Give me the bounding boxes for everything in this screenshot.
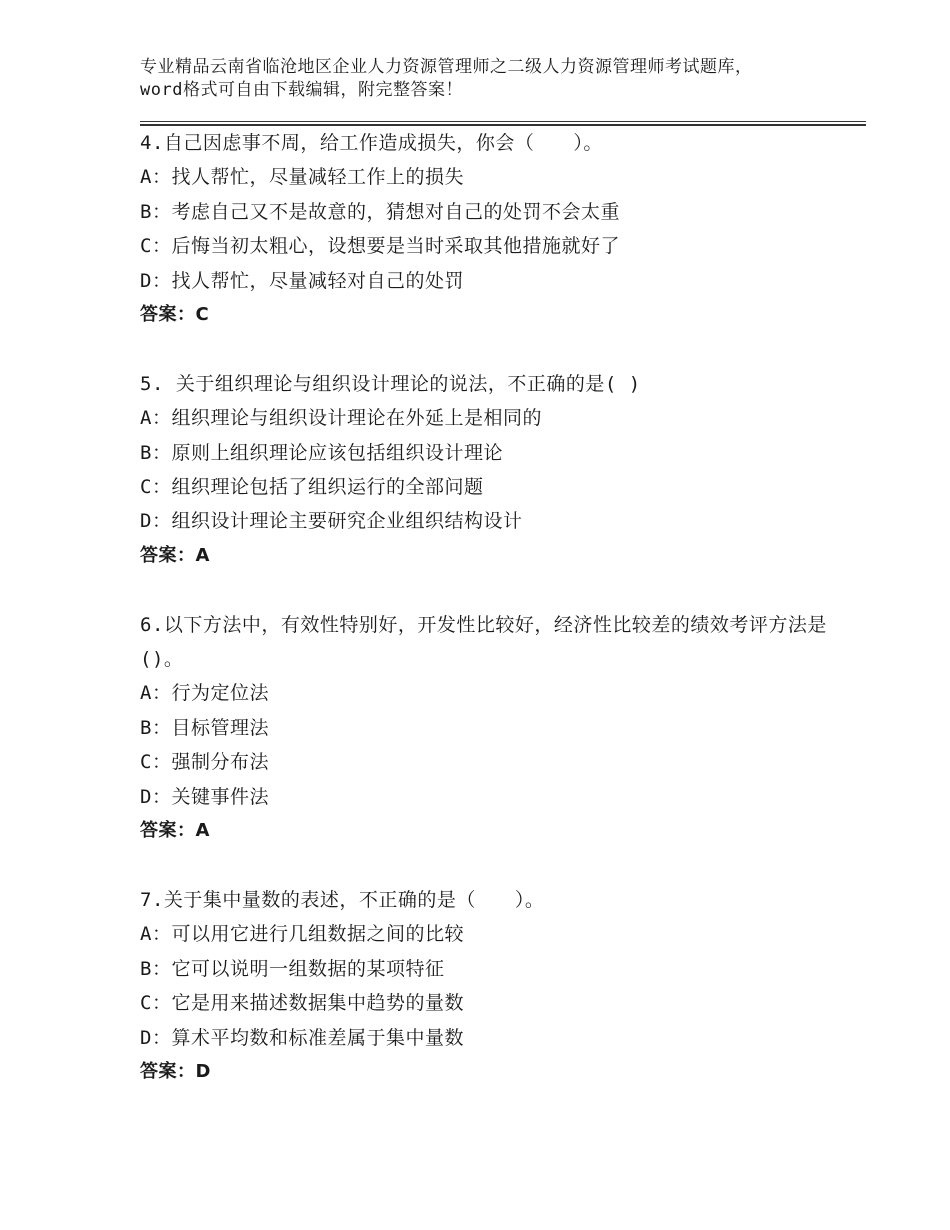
answer-label: 答案：D [140,1060,211,1082]
answer-label: 答案：A [140,544,210,566]
document-header: 专业精品云南省临沧地区企业人力资源管理师之二级人力资源管理师考试题库，word格式可自由下载编辑，附完整答案！ [140,57,753,100]
question-stem: 5. 关于组织理论与组织设计理论的说法，不正确的是( ) [140,372,641,395]
option-b: B：原则上组织理论应该包括组织设计理论 [140,441,503,464]
header-divider-thin [140,121,866,122]
question-stem: 7.关于集中量数的表述，不正确的是（ ）。 [140,888,545,911]
option-c: C：后悔当初太粗心，设想要是当时采取其他措施就好了 [140,235,620,258]
option-a: A：行为定位法 [140,682,269,705]
option-d: D：组织设计理论主要研究企业组织结构设计 [140,510,523,533]
option-a: A：组织理论与组织设计理论在外延上是相同的 [140,407,542,430]
question-6 [140,608,840,849]
option-c: C：强制分布法 [140,751,269,774]
option-c: C：它是用来描述数据集中趋势的量数 [140,992,464,1015]
answer-label: 答案：C [140,304,210,326]
option-c: C：组织理论包括了组织运行的全部问题 [140,476,484,499]
question-7 [140,883,840,1089]
option-d: D：关键事件法 [140,785,269,808]
option-d: D：找人帮忙，尽量减轻对自己的处罚 [140,269,464,292]
option-a: A：找人帮忙，尽量减轻工作上的损失 [140,166,464,189]
answer-label: 答案：A [140,820,210,842]
question-5 [140,367,840,573]
option-b: B：它可以说明一组数据的某项特征 [140,957,445,980]
option-b: B：考虑自己又不是故意的，猜想对自己的处罚不会太重 [140,200,620,223]
question-stem: 6.以下方法中，有效性特别好，开发性比较好，经济性比较差的绩效考评方法是()。 [140,613,827,671]
option-a: A：可以用它进行几组数据之间的比较 [140,923,464,946]
question-4 [140,126,840,332]
option-d: D：算术平均数和标准差属于集中量数 [140,1026,464,1049]
question-list [140,126,840,1089]
question-stem: 4.自己因虑事不周，给工作造成损失，你会（ ）。 [140,132,603,154]
option-b: B：目标管理法 [140,716,269,739]
